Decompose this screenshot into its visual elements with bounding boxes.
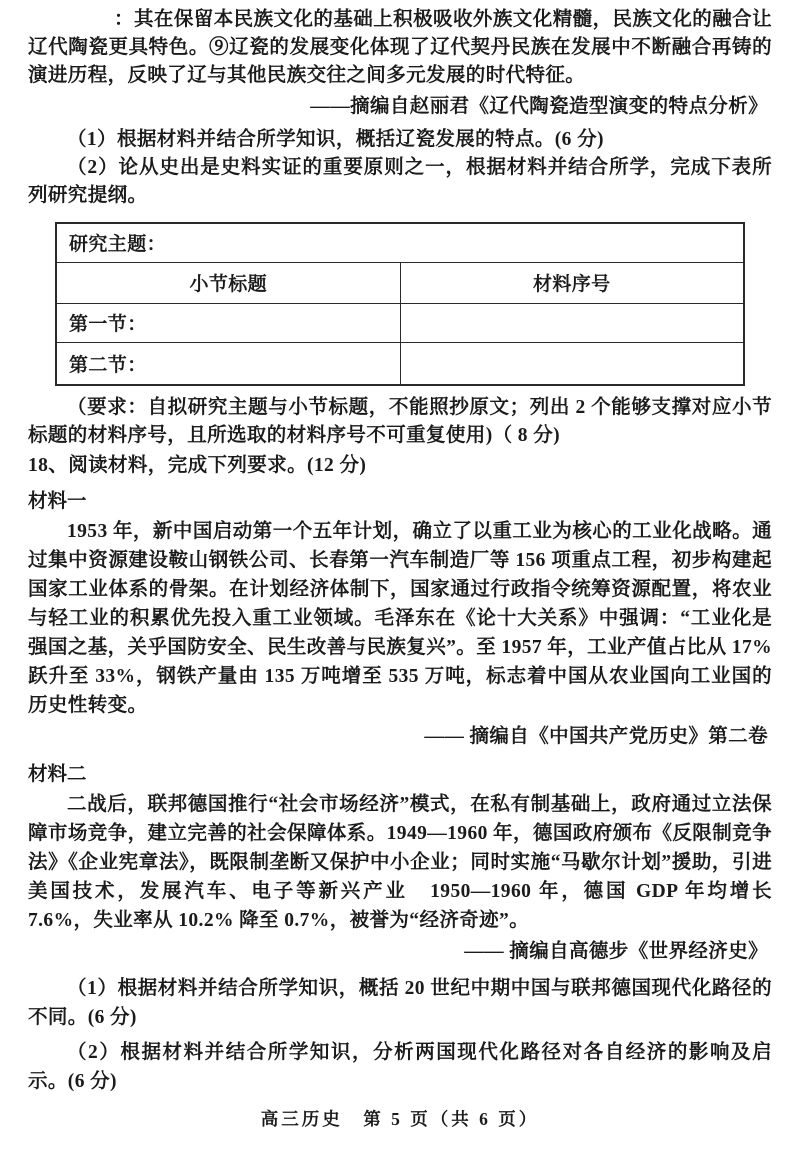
q17-requirement-note: （要求：自拟研究主题与小节标题，不能照抄原文；列出 2 个能够支撑对应小节标题的材料序号，且所选取的材料序号不可重复使用)（ 8 分) [28,397,772,446]
q17-subquestion-1: （1）根据材料并结合所学知识，概括辽瓷发展的特点。(6 分) [67,129,604,150]
q17-source-attribution: ——摘编自赵丽君《辽代陶瓷造型演变的特点分析》 [310,96,768,117]
material-2-label: 材料二 [28,763,87,785]
section-1-label-cell: 第一节： [56,303,400,342]
q18-subquestion-1: （1）根据材料并结合所学知识，概括 20 世纪中期中国与联邦德国现代化路径的不同。(6 分) [28,978,772,1028]
table-row-section-2 [56,342,744,385]
material-2-source-attribution: —— 摘编自高德步《世界经济史》 [464,941,768,962]
material-2-text: 二战后，联邦德国推行“社会市场经济”模式，在私有制基础上，政府通过立法保障市场竞争，建立完善的社会保障体系。1949—1960 年，德国政府颁布《反限制竞争法》《企业宪章法》，既限制垄断又保护中小企业；同时实施“马歇尔计划”援助，引进美国技术，发展汽车、电子等新兴产业 1950—1960 年，德国 GDP 年均增长 7.6%，失业率从 10.2% 降至 0.7%，被誉为“经济奇迹”。 [28,794,772,931]
material-1-source-attribution: —— 摘编自《中国共产党历史》第二卷 [424,726,768,747]
column-header-material-number: 材料序号 [400,262,744,303]
material-1-label: 材料一 [28,490,87,512]
q18-stem: 18、阅读材料，完成下列要求。(12 分) [28,455,367,476]
table-row-headers [56,262,744,303]
column-header-section-title: 小节标题 [56,262,400,303]
research-theme-cell: 研究主题： [56,223,744,262]
section-2-label-cell: 第二节： [56,342,400,385]
table-row-theme [56,223,744,262]
q17-subquestion-2: （2）论从史出是史料实证的重要原则之一，根据材料并结合所学，完成下表所列研究提纲。 [28,157,772,206]
section-1-blank-cell [400,303,744,342]
page-footer: 高三历史 第 5 页（共 6 页） [260,1109,540,1129]
material-1-text: 1953 年，新中国启动第一个五年计划，确立了以重工业为核心的工业化战略。通过集中资源建设鞍山钢铁公司、长春第一汽车制造厂等 156 项重点工程，初步构建起国家工业体系的骨架。在计划经济体制下，国家通过行政指令统筹资源配置，将农业与轻工业的积累优先投入重工业领域。毛泽东在《论十大关系》中强调：“工业化是强国之基，关乎国防安全、民生改善与民族复兴”。至 1957 年，工业产值占比从 17% 跃升至 33%，钢铁产量由 135 万吨增至 535 万吨，标志着中国从农业国向工业国的历史性转变。 [28,521,772,716]
q18-subquestion-2: （2）根据材料并结合所学知识，分析两国现代化路径对各自经济的影响及启示。(6 分) [28,1042,772,1092]
table-row-section-1 [56,303,744,342]
research-outline-table [55,222,745,386]
q17-material-continuation: ：其在保留本民族文化的基础上积极吸收外族文化精髓，民族文化的融合让辽代陶瓷更具特色。⑨辽瓷的发展变化体现了辽代契丹民族在发展中不断融合再铸的演进历程，反映了辽与其他民族交往之间多元发展的时代特征。 [28,9,772,86]
section-2-blank-cell [400,342,744,385]
